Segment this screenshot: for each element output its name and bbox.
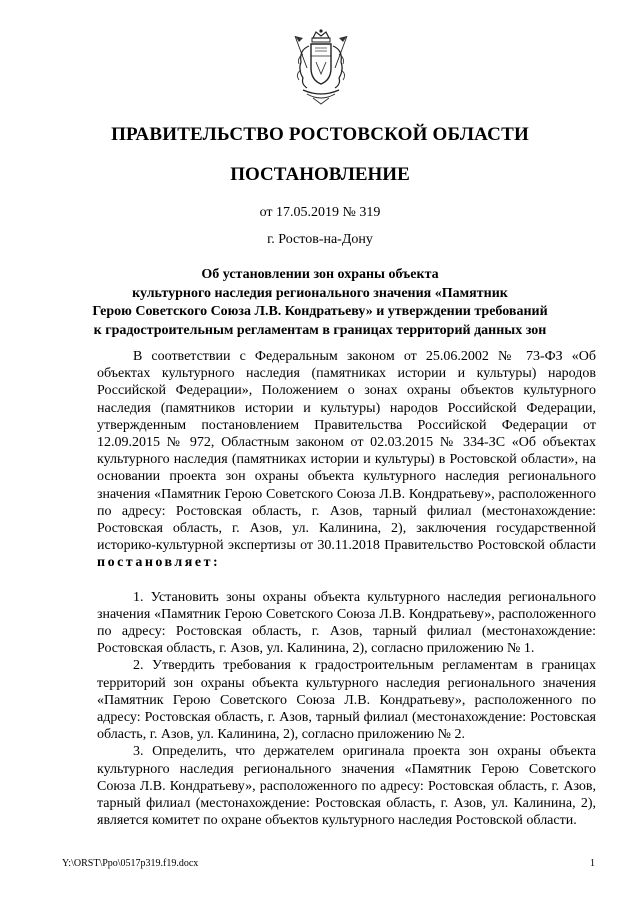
file-path: Y:\ORST\Ppo\0517p319.f19.docx xyxy=(62,858,199,869)
page-number: 1 xyxy=(590,858,595,869)
document-title xyxy=(70,266,570,340)
organization-name: ПРАВИТЕЛЬСТВО РОСТОВСКОЙ ОБЛАСТИ xyxy=(111,124,529,145)
preamble-paragraph xyxy=(97,348,596,572)
title-line: культурного наследия регионального значения «Памятник xyxy=(132,285,508,301)
title-line: Об установлении зон охраны объекта xyxy=(201,267,439,282)
clause-1: 1. Установить зоны охраны объекта культурного наследия регионального значения «Памятник Герою Советского Союза Л.В. Кондратьеву», расположенного по адресу: Ростовская область, г. Азов, тарный филиал (местонахождение: Ростовская область, г. Азов, ул. Калинина, 2), согласно приложению № 1. xyxy=(97,589,596,657)
document-body xyxy=(97,348,596,829)
preamble-text: В соответствии с Федеральным законом от 25.06.2002 № 73-ФЗ «Об объектах культурного наследия (памятниках истории и культуры) народов Российской Федерации», Положением о зонах охраны объектов культурного наследия (памятников истории и культуры) народов Российской Федерации, утвержденным постановлением Правительства Российской Федерации от 12.09.2015 № 972, Областным законом от 02.03.2015 № 334-ЗС «Об объектах культурного наследия (памятниках истории и культуры) в Ростовской области», на основании проекта зон охраны объекта культурного наследия регионального значения «Памятник Герою Советского Союза Л.В. Кондратьеву», расположенного по адресу: Ростовская область, г. Азов, тарный филиал (местонахождение: Ростовская область, г. Азов, ул. Калинина, 2), заключения государственной историко-культурной экспертизы от 30.11.2018 Правительство Ростовской области xyxy=(97,349,596,554)
clause-2: 2. Утвердить требования к градостроительным регламентам в границах территорий зон охраны объекта культурного наследия регионального значения «Памятник Герою Советского Союза Л.В. Кондратьеву», расположенного по адресу: Ростовская область, г. Азов, тарный филиал (местонахождение: Ростовская область, г. Азов, ул. Калинина, 2), согласно приложению № 2. xyxy=(97,658,596,743)
document-city: г. Ростов-на-Дону xyxy=(267,232,373,247)
document-type: ПОСТАНОВЛЕНИЕ xyxy=(230,164,410,185)
title-line: к градостроительным регламентам в границах территорий данных зон xyxy=(93,322,547,338)
document-date-number: от 17.05.2019 № 319 xyxy=(259,205,381,220)
clause-3: 3. Определить, что держателем оригинала проекта зон охраны объекта культурного наследия регионального значения «Памятник Герою Советского Союза Л.В. Кондратьеву», расположенного по адресу: Ростовская область, г. Азов, тарный филиал (местонахождение: Ростовская область, г. Азов, ул. Калинина, 2), является комитет по охране объектов культурного наследия Ростовской области. xyxy=(97,744,596,829)
coat-of-arms-emblem xyxy=(289,28,353,106)
resolution-keyword: постановляет: xyxy=(97,555,221,571)
title-line: Герою Советского Союза Л.В. Кондратьеву» и утверждении требований xyxy=(92,304,548,320)
